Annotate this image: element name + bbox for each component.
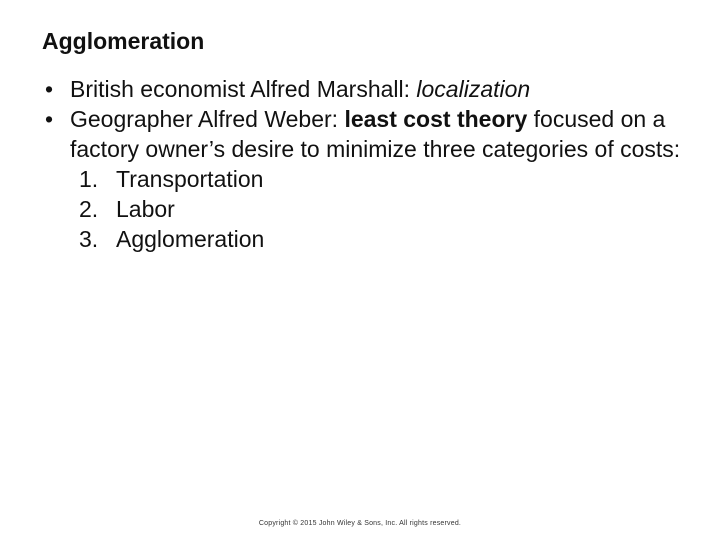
numbered-item-labor bbox=[79, 194, 705, 224]
bullet-marker: • bbox=[45, 106, 54, 132]
numbered-list bbox=[70, 164, 705, 254]
numbered-item-transportation bbox=[79, 164, 705, 194]
bullet-suffix: focused on a factory owner’s desire to minimize three categories of costs: bbox=[70, 106, 681, 162]
numbered-item-agglomeration bbox=[79, 224, 705, 254]
bullet-text bbox=[70, 74, 705, 104]
bullet-text bbox=[70, 104, 705, 164]
bullet-prefix: Geographer Alfred Weber: bbox=[70, 106, 345, 132]
bullet-emphasis: localization bbox=[416, 76, 531, 102]
slide-title: Agglomeration bbox=[42, 28, 205, 54]
numbered-item-text: Agglomeration bbox=[116, 226, 265, 252]
numbered-item-text: Labor bbox=[116, 196, 175, 222]
bullet-list bbox=[45, 74, 705, 254]
number-marker: 2. bbox=[79, 196, 99, 222]
copyright-footer: Copyright © 2015 John Wiley & Sons, Inc. All rights reserved. bbox=[258, 520, 462, 527]
numbered-item-text: Transportation bbox=[116, 166, 264, 192]
bullet-prefix: British economist Alfred Marshall: bbox=[70, 76, 417, 102]
bullet-item-weber bbox=[45, 104, 705, 254]
number-marker: 3. bbox=[79, 226, 99, 252]
bullet-item-marshall bbox=[45, 74, 705, 104]
number-marker: 1. bbox=[79, 166, 99, 192]
bullet-marker: • bbox=[45, 76, 54, 102]
bullet-strong: least cost theory bbox=[344, 106, 528, 132]
